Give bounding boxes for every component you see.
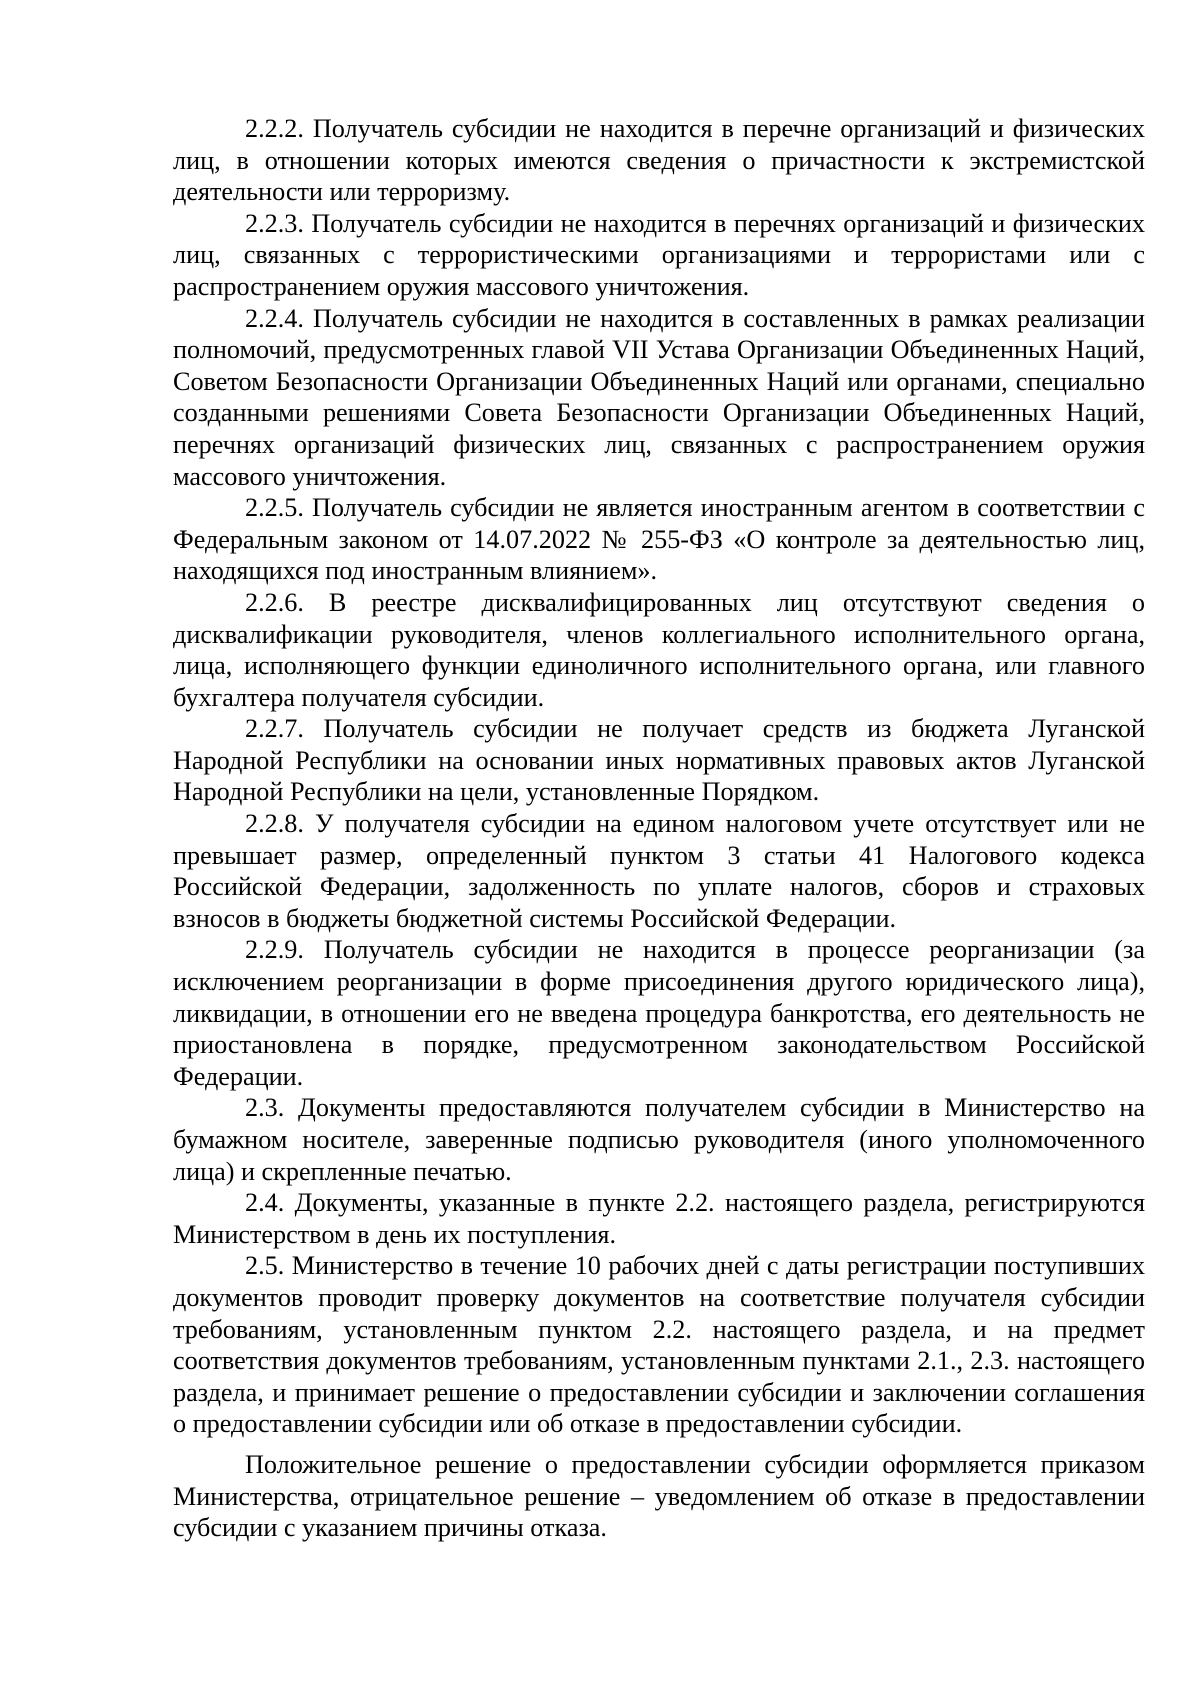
paragraph-2-4: 2.4. Документы, указанные в пункте 2.2. настоящего раздела, регистрируются Министерством в день их поступления. [173,1188,1145,1249]
document-page [173,113,1145,1544]
paragraph-decision: Положительное решение о предоставлении субсидии оформляется приказом Министерства, отрицательное решение – уведомлением об отказе в предоставлении субсидии с указанием причины отказа. [173,1449,1145,1543]
paragraph-2-5: 2.5. Министерство в течение 10 рабочих дней с даты регистрации поступивших документов проводит проверку документов на соответствие получателя субсидии требованиям, установленным пунктом 2.2. настоящего раздела, и на предмет соответствия документов требованиям, установленным пунктами 2.1., 2.3. настоящего раздела, и принимает решение о предоставлении субсидии и заключении соглашения о предоставлении субсидии или об отказе в предоставлении субсидии. [173,1251,1145,1439]
paragraph-2-3: 2.3. Документы предоставляются получателем субсидии в Министерство на бумажном носителе, заверенные подписью руководителя (иного уполномоченного лица) и скрепленные печатью. [173,1093,1145,1186]
paragraph-2-2-5: 2.2.5. Получатель субсидии не является иностранным агентом в соответствии с Федеральным законом от 14.07.2022 № 255-ФЗ «О контроле за деятельностью лиц, находящихся под иностранным влиянием». [173,493,1145,586]
paragraph-2-2-3: 2.2.3. Получатель субсидии не находится в перечнях организаций и физических лиц, связанных с террористическими организациями и террористами или с распространением оружия массового уничтожения. [173,208,1145,301]
paragraph-2-2-9: 2.2.9. Получатель субсидии не находится в процессе реорганизации (за исключением реорганизации в форме присоединения другого юридического лица), ликвидации, в отношении его не введена процедура банкротства, его деятельность не приостановлена в порядке, предусмотренном законодательством Российской Федерации. [173,935,1145,1091]
paragraph-2-2-8: 2.2.8. У получателя субсидии на едином налоговом учете отсутствует или не превышает размер, определенный пунктом 3 статьи 41 Налогового кодекса Российской Федерации, задолженность по уплате налогов, сборов и страховых взносов в бюджеты бюджетной системы Российской Федерации. [173,809,1145,933]
paragraph-2-2-7: 2.2.7. Получатель субсидии не получает средств из бюджета Луганской Народной Республики на основании иных нормативных правовых актов Луганской Народной Республики на цели, установленные Порядком. [173,714,1145,807]
paragraph-2-2-4: 2.2.4. Получатель субсидии не находится в составленных в рамках реализации полномочий, предусмотренных главой VII Устава Организации Объединенных Наций, Советом Безопасности Организации Объединенных Наций или органами, специально созданными решениями Совета Безопасности Организации Объединенных Наций, перечнях организаций физических лиц, связанных с распространением оружия массового уничтожения. [173,303,1145,491]
paragraph-2-2-2: 2.2.2. Получатель субсидии не находится в перечне организаций и физических лиц, в отношении которых имеются сведения о причастности к экстремистской деятельности или терроризму. [173,114,1145,207]
paragraph-2-2-6: 2.2.6. В реестре дисквалифицированных лиц отсутствуют сведения о дисквалификации руководителя, членов коллегиального исполнительного органа, лица, исполняющего функции единоличного исполнительного органа, или главного бухгалтера получателя субсидии. [173,587,1145,712]
